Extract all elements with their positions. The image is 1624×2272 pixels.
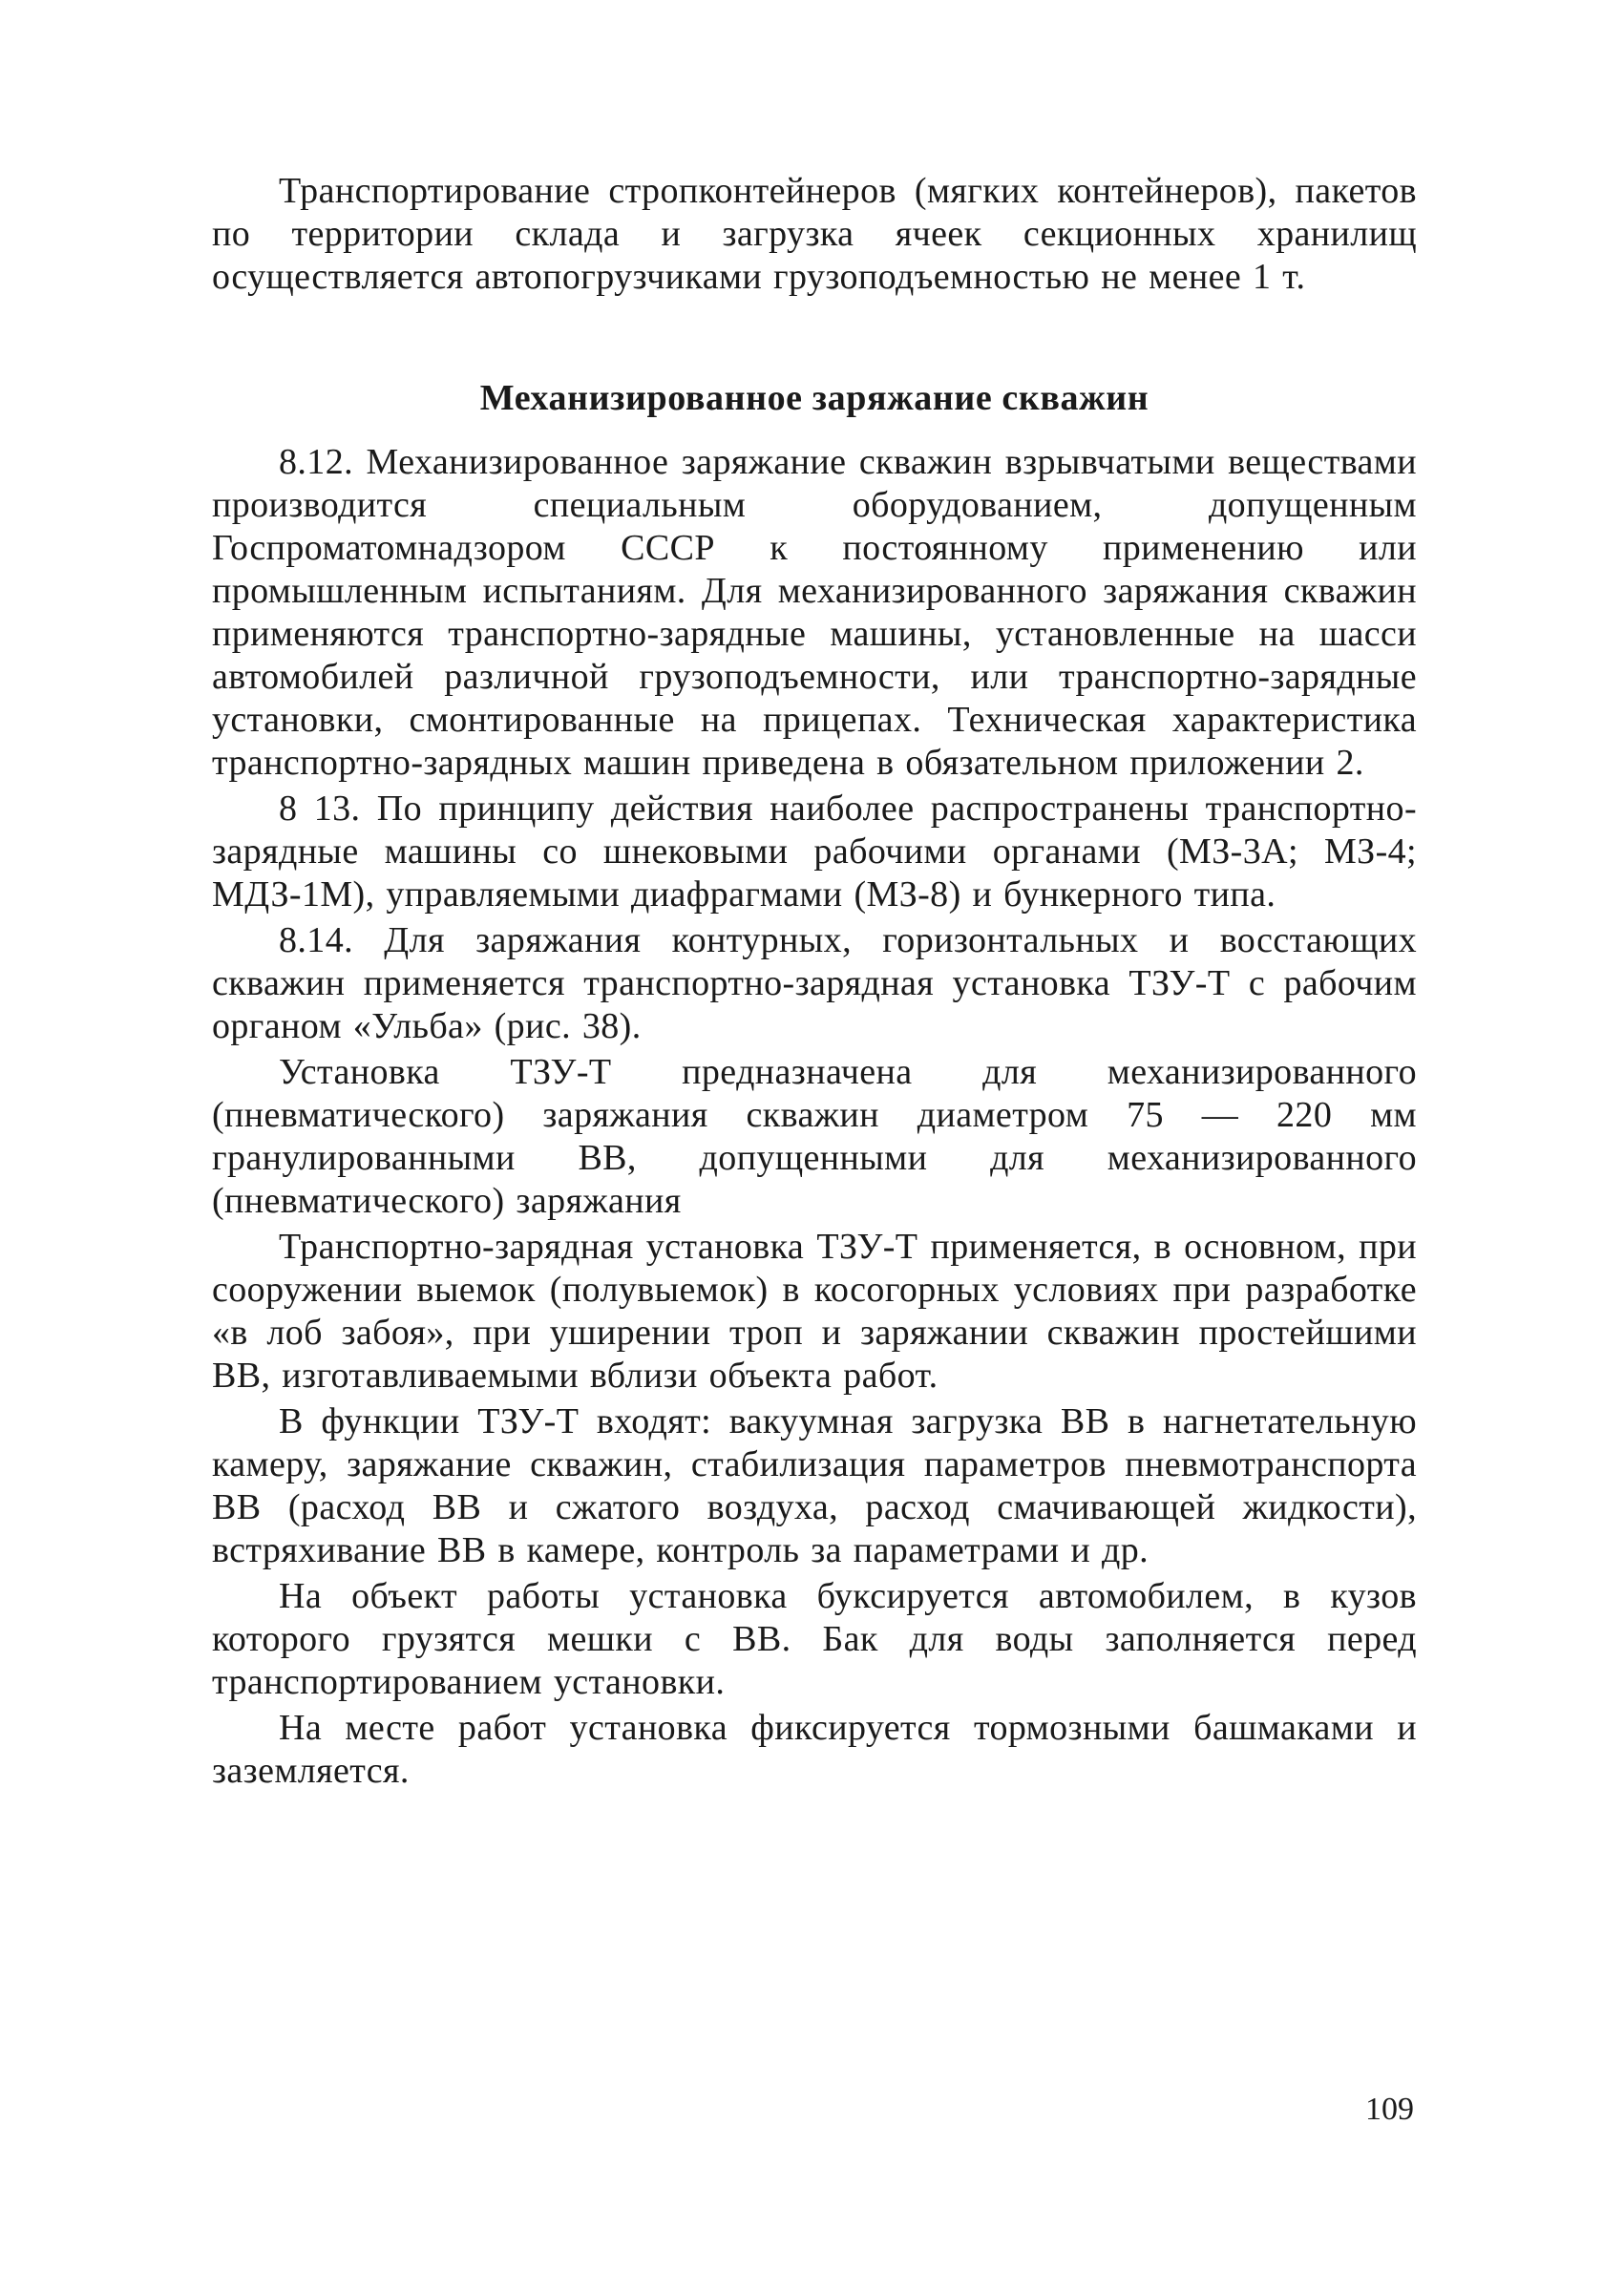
- paragraph-tzu-t-application: Транспортно-зарядная установка ТЗУ-Т применяется, в основном, при сооружении выемок (полувыемок) в косогорных условиях при разработке «в лоб забоя», при уширении троп и заряжании скважин простейшими ВВ, изготавливаемыми вблизи объекта работ.: [212, 1227, 1417, 1396]
- page-number: 109: [1365, 2092, 1414, 2127]
- text-column: [212, 170, 1417, 1796]
- paragraph-8-13: 8 13. По принципу действия наиболее распространены транспортно-зарядные машины со шнековыми рабочими органами (МЗ-3А; МЗ-4; МДЗ-1М), управляемыми диафрагмами (МЗ-8) и бункерного типа.: [212, 789, 1417, 915]
- paragraph-8-12: 8.12. Механизированное заряжание скважин взрывчатыми веществами производится специальным оборудованием, допущенным Госпроматомнадзором СССР к постоянному применению или промышленным испытаниям. Для механизированного заряжания скважин применяются транспортно-зарядные машины, установленные на шасси автомобилей различной грузоподъемности, или транспортно-зарядные установки, смонтированные на прицепах. Техническая характеристика транспортно-зарядных машин приведена в обязательном приложении 2.: [212, 442, 1417, 783]
- paragraph-tzu-t-purpose: Установка ТЗУ-Т предназначена для механизированного (пневматического) заряжания скважин диаметром 75 — 220 мм гранулированными ВВ, допущенными для механизированного (пневматического) заряжания: [212, 1052, 1417, 1221]
- intro-paragraph: Транспортирование стропконтейнеров (мягких контейнеров), пакетов по территории склада и загрузка ячеек секционных хранилищ осуществляется автопогрузчиками грузоподъемностью не менее 1 т.: [212, 171, 1417, 297]
- section-heading: Механизированное заряжание скважин: [479, 378, 1149, 418]
- paragraph-towing: На объект работы установка буксируется автомобилем, в кузов которого грузятся мешки с ВВ. Бак для воды заполняется перед транспортированием установки.: [212, 1576, 1417, 1702]
- paragraph-fixing: На месте работ установка фиксируется тормозными башмаками и заземляется.: [212, 1708, 1417, 1791]
- paragraph-8-14: 8.14. Для заряжания контурных, горизонтальных и восстающих скважин применяется транспортно-зарядная установка ТЗУ-Т с рабочим органом «Ульба» (рис. 38).: [212, 920, 1417, 1046]
- paragraph-tzu-t-functions: В функции ТЗУ-Т входят: вакуумная загрузка ВВ в нагнетательную камеру, заряжание скважин, стабилизация параметров пневмотранспорта ВВ (расход ВВ и сжатого воздуха, расход смачивающей жидкости), встряхивание ВВ в камере, контроль за параметрами и др.: [212, 1401, 1417, 1570]
